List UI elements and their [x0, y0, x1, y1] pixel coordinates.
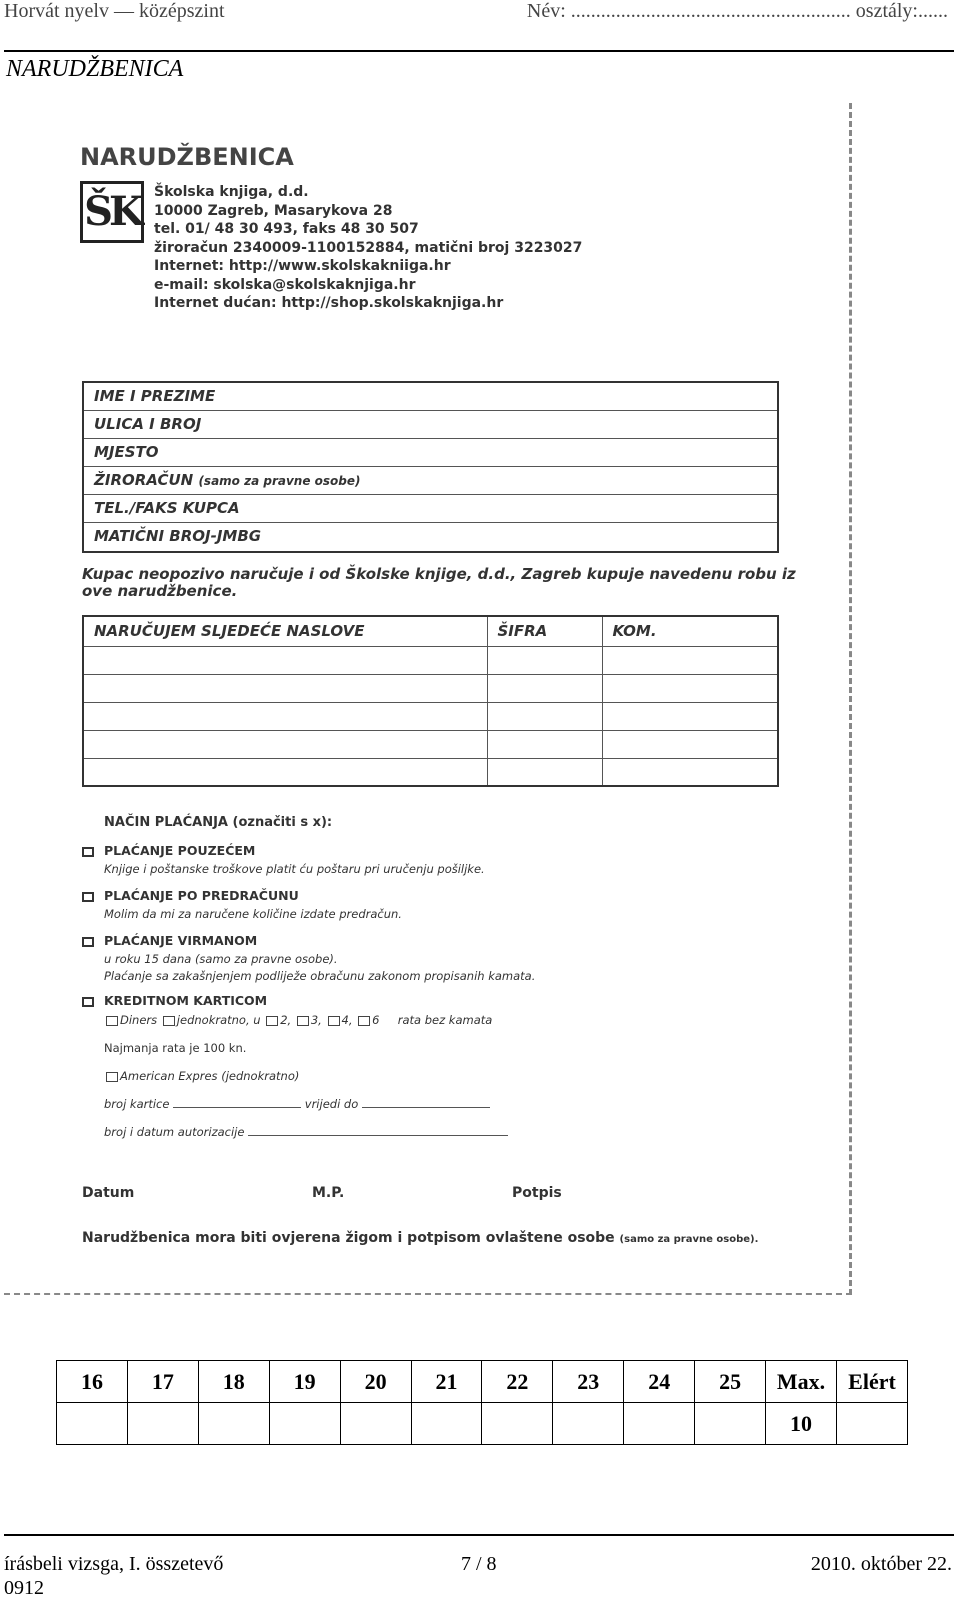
option-transfer: [82, 933, 257, 948]
checkbox-diners: [106, 1016, 118, 1026]
cell: [83, 702, 487, 730]
publisher-line: Internet dućan: http://shop.skolskaknjiga.hr: [154, 295, 504, 311]
score-header: 24: [624, 1361, 695, 1403]
order-table-header: [83, 616, 778, 646]
checkbox-2: [266, 1016, 278, 1026]
score-header: 17: [127, 1361, 198, 1403]
score-header: 16: [57, 1361, 128, 1403]
publisher-line: tel. 01/ 48 30 493, faks 48 30 507: [154, 221, 419, 237]
field-account-label: ŽIRORAČUN: [94, 471, 194, 489]
footer-code: 0912: [4, 1577, 44, 1597]
score-header: 21: [411, 1361, 482, 1403]
header-subject: Horvát nyelv — középszint: [4, 0, 225, 22]
publisher-line: žiroračun 2340009-1100152884, matični broj 3223027: [154, 239, 583, 256]
checkbox-6: [358, 1016, 370, 1026]
table-row: [83, 730, 778, 758]
score-cell: [57, 1403, 128, 1445]
card-number-line: [104, 1097, 490, 1111]
table-row: [83, 758, 778, 786]
page-header: [4, 0, 956, 30]
scan-edge-right: [849, 103, 852, 1295]
field-city: [84, 439, 777, 467]
score-header: 20: [340, 1361, 411, 1403]
publisher-line: 10000 Zagreb, Masarykova 28: [154, 202, 393, 219]
footer-page-number: 7 / 8: [461, 1553, 497, 1575]
section-title: NARUDŽBENICA: [6, 56, 184, 82]
cell: [83, 758, 487, 786]
score-cell: [695, 1403, 766, 1445]
score-value-row: [57, 1403, 908, 1445]
option-cod-desc: Knjige i poštanske troškove platit ću poštaru pri uručenju pošiljke.: [104, 862, 485, 876]
option-invoice: [82, 888, 299, 903]
score-cell: [198, 1403, 269, 1445]
diners-label: Diners: [120, 1013, 158, 1027]
checkbox-amex: [106, 1072, 118, 1082]
header-rule: [4, 50, 954, 52]
option-transfer-label: PLAĆANJE VIRMANOM: [104, 933, 258, 948]
field-street-label: ULICA I BROJ: [94, 415, 202, 433]
field-phone: [84, 495, 777, 523]
checkbox-card: [82, 997, 94, 1007]
score-max-value: 10: [766, 1403, 837, 1445]
table-row: [83, 674, 778, 702]
footer-rule: [4, 1534, 954, 1536]
cell: [602, 702, 778, 730]
option-invoice-desc: Molim da mi za naručene količine izdate predračun.: [104, 907, 402, 921]
publisher-line: Internet: http://www.skolskakniiga.hr: [154, 258, 451, 274]
order-table: [82, 615, 779, 787]
score-header: 23: [553, 1361, 624, 1403]
valid-blank: [362, 1098, 490, 1108]
label-2: 2,: [280, 1013, 292, 1027]
cell: [602, 758, 778, 786]
footer-date: 2010. október 22.: [810, 1553, 952, 1575]
score-header: 18: [198, 1361, 269, 1403]
col-title: NARUČUJEM SLJEDEĆE NASLOVE: [83, 616, 487, 646]
customer-id-table: [82, 381, 779, 553]
sign-label: Potpis: [512, 1185, 562, 1201]
auth-label: broj i datum autorizacije: [104, 1125, 245, 1139]
label-3: 3,: [310, 1013, 322, 1027]
score-header: 19: [269, 1361, 340, 1403]
publisher-line: Školska knjiga, d.d.: [154, 184, 309, 200]
score-cell: [340, 1403, 411, 1445]
score-header-achieved: Elért: [837, 1361, 908, 1403]
option-invoice-label: PLAĆANJE PO PREDRAČUNU: [104, 888, 299, 903]
score-header: 25: [695, 1361, 766, 1403]
checkbox-cod: [82, 847, 94, 857]
label-6: 6: [372, 1013, 380, 1027]
field-street: [84, 411, 777, 439]
publisher-logo: ŠK: [80, 181, 144, 243]
field-account: [84, 467, 777, 495]
signature-row: [82, 1185, 802, 1205]
score-cell: [553, 1403, 624, 1445]
col-code: ŠIFRA: [487, 616, 602, 646]
score-cell: [411, 1403, 482, 1445]
note-text: Narudžbenica mora biti ovjerena žigom i potpisom ovlaštene osobe: [82, 1230, 615, 1246]
option-cod: [82, 843, 255, 858]
table-row: [83, 646, 778, 674]
score-cell: [269, 1403, 340, 1445]
field-phone-label: TEL./FAKS KUPCA: [94, 499, 240, 517]
cell: [602, 730, 778, 758]
option-card-label: KREDITNOM KARTICOM: [104, 993, 268, 1008]
footer-exam: írásbeli vizsga, I. összetevő: [4, 1553, 224, 1575]
checkbox-3: [297, 1016, 309, 1026]
card-number-blank: [173, 1098, 301, 1108]
cell: [487, 646, 602, 674]
field-account-note: (samo za pravne osobe): [198, 474, 361, 488]
publisher-info: [154, 183, 582, 313]
cell: [487, 674, 602, 702]
score-cell: [624, 1403, 695, 1445]
cell: [83, 646, 487, 674]
option-card: [82, 993, 267, 1008]
cell: [602, 646, 778, 674]
cell: [487, 758, 602, 786]
option-transfer-desc2: Plaćanje sa zakašnjenjem podliježe obračunu zakonom propisanih kamata.: [104, 969, 536, 983]
card-options: [104, 1013, 492, 1027]
payment-heading: NAČIN PLAĆANJA (označiti s x):: [104, 815, 333, 830]
score-cell: [482, 1403, 553, 1445]
cell: [602, 674, 778, 702]
score-cell: [127, 1403, 198, 1445]
card-number-label: broj kartice: [104, 1097, 170, 1111]
buyer-statement: Kupac neopozivo naručuje i od Školske knjige, d.d., Zagreb kupuje navedenu robu iz ove narudžbenice.: [82, 565, 796, 600]
cell: [487, 730, 602, 758]
score-header: 22: [482, 1361, 553, 1403]
no-interest-label: rata bez kamata: [397, 1013, 493, 1027]
scanned-order-form: [4, 103, 852, 1295]
option-cod-label: PLAĆANJE POUZEĆEM: [104, 843, 256, 858]
score-table: [56, 1360, 908, 1445]
header-name-class: Név: ........................................................ osztály:......: [526, 0, 948, 22]
scan-edge-bottom: [4, 1293, 852, 1295]
once-label: jednokratno, u: [176, 1013, 261, 1027]
auth-line: [104, 1125, 508, 1139]
field-city-label: MJESTO: [94, 443, 159, 461]
amex-label: American Expres (jednokratno): [120, 1069, 300, 1083]
field-name: [84, 383, 777, 411]
cell: [83, 730, 487, 758]
option-transfer-desc1: u roku 15 dana (samo za pravne osobe).: [104, 952, 338, 966]
checkbox-invoice: [82, 892, 94, 902]
publisher-line: e-mail: skolska@skolskaknjiga.hr: [154, 276, 416, 293]
col-qty: KOM.: [602, 616, 778, 646]
stamp-label: M.P.: [312, 1185, 345, 1201]
checkbox-transfer: [82, 937, 94, 947]
score-header-row: [57, 1361, 908, 1403]
validation-note: [82, 1230, 758, 1246]
note-small: (samo za pravne osobe).: [619, 1234, 759, 1245]
valid-label: vrijedi do: [304, 1097, 359, 1111]
amex-option: [104, 1069, 299, 1083]
field-reg: [84, 523, 777, 551]
field-reg-label: MATIČNI BROJ-JMBG: [94, 527, 262, 545]
auth-blank: [248, 1126, 508, 1136]
field-name-label: IME I PREZIME: [94, 387, 216, 405]
label-4: 4,: [341, 1013, 353, 1027]
checkbox-once: [163, 1016, 175, 1026]
form-title: NARUDŽBENICA: [80, 143, 294, 171]
date-label: Datum: [82, 1185, 135, 1201]
table-row: [83, 702, 778, 730]
checkbox-4: [328, 1016, 340, 1026]
score-header-max: Max.: [766, 1361, 837, 1403]
score-achieved-value: [837, 1403, 908, 1445]
cell: [83, 674, 487, 702]
min-rate: Najmanja rata je 100 kn.: [104, 1041, 247, 1055]
cell: [487, 702, 602, 730]
